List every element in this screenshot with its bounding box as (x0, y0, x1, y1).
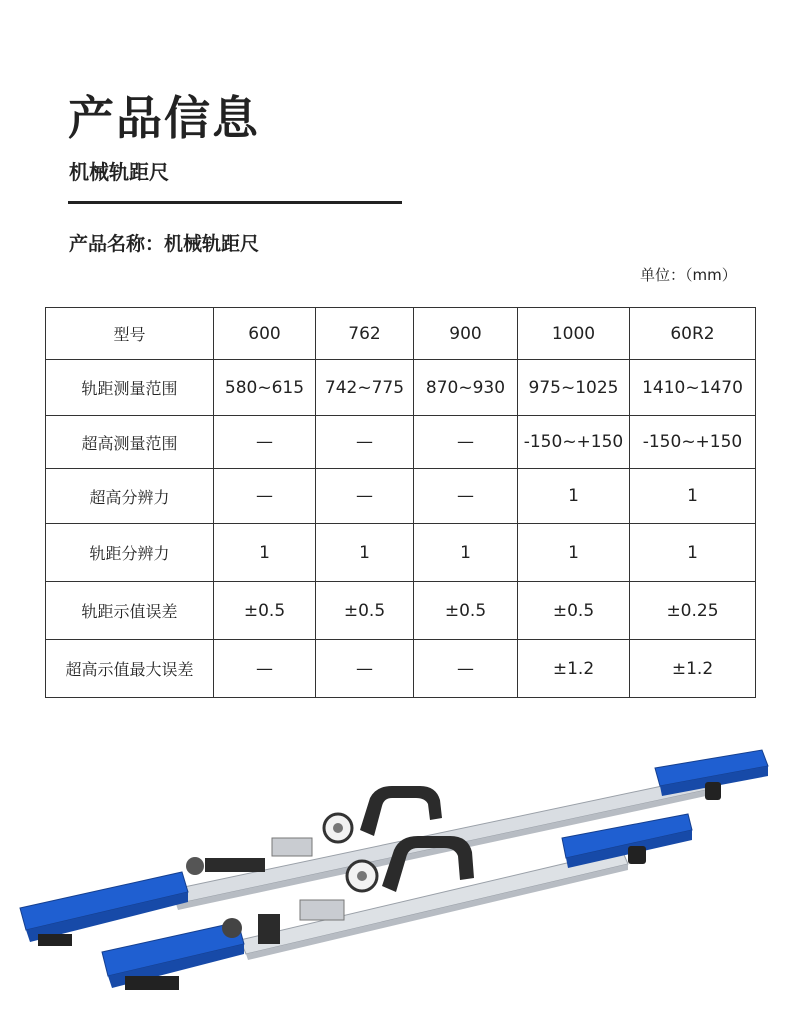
table-cell: — (316, 416, 414, 469)
row-label: 轨距示值误差 (46, 582, 214, 640)
table-cell: 1 (630, 524, 756, 582)
page-title: 产品信息 (68, 91, 260, 145)
table-cell: — (316, 640, 414, 698)
product-name: 产品名称：机械轨距尺 (69, 233, 260, 255)
spec-table (45, 307, 756, 698)
table-cell: — (316, 469, 414, 524)
table-cell: — (414, 469, 518, 524)
table-cell: 975~1025 (518, 360, 630, 416)
header-cell: 60R2 (630, 308, 756, 360)
title-divider (68, 201, 402, 204)
table-cell: ±0.5 (214, 582, 316, 640)
table-cell: 1 (316, 524, 414, 582)
page-subtitle: 机械轨距尺 (69, 160, 169, 184)
table-cell: ±1.2 (518, 640, 630, 698)
header-cell: 600 (214, 308, 316, 360)
table-header-row (46, 308, 756, 360)
table-cell: 1 (518, 524, 630, 582)
header-cell: 762 (316, 308, 414, 360)
table-row (46, 416, 756, 469)
table-cell: 870~930 (414, 360, 518, 416)
row-label: 超高测量范围 (46, 416, 214, 469)
table-cell: ±0.5 (316, 582, 414, 640)
table-cell: ±0.5 (518, 582, 630, 640)
table-cell: -150~+150 (630, 416, 756, 469)
table-cell: — (414, 416, 518, 469)
table-cell: — (414, 640, 518, 698)
table-cell: — (214, 416, 316, 469)
table-cell: 580~615 (214, 360, 316, 416)
table-cell: 1 (214, 524, 316, 582)
header-cell: 1000 (518, 308, 630, 360)
header-cell: 900 (414, 308, 518, 360)
table-cell: — (214, 640, 316, 698)
product-photo (0, 738, 790, 1018)
table-row (46, 582, 756, 640)
table-row (46, 524, 756, 582)
table-cell: ±1.2 (630, 640, 756, 698)
table-cell: -150~+150 (518, 416, 630, 469)
row-label: 超高示值最大误差 (46, 640, 214, 698)
table-cell: 1 (630, 469, 756, 524)
unit-label: 单位：（mm） (640, 266, 737, 284)
table-row (46, 360, 756, 416)
header-cell-model: 型号 (46, 308, 214, 360)
row-label: 轨距测量范围 (46, 360, 214, 416)
table-row (46, 640, 756, 698)
table-cell: 1410~1470 (630, 360, 756, 416)
table-cell: ±0.25 (630, 582, 756, 640)
table-cell: ±0.5 (414, 582, 518, 640)
row-label: 轨距分辨力 (46, 524, 214, 582)
row-label: 超高分辨力 (46, 469, 214, 524)
table-cell: 1 (414, 524, 518, 582)
table-cell: 1 (518, 469, 630, 524)
table-cell: — (214, 469, 316, 524)
table-row (46, 469, 756, 524)
table-cell: 742~775 (316, 360, 414, 416)
